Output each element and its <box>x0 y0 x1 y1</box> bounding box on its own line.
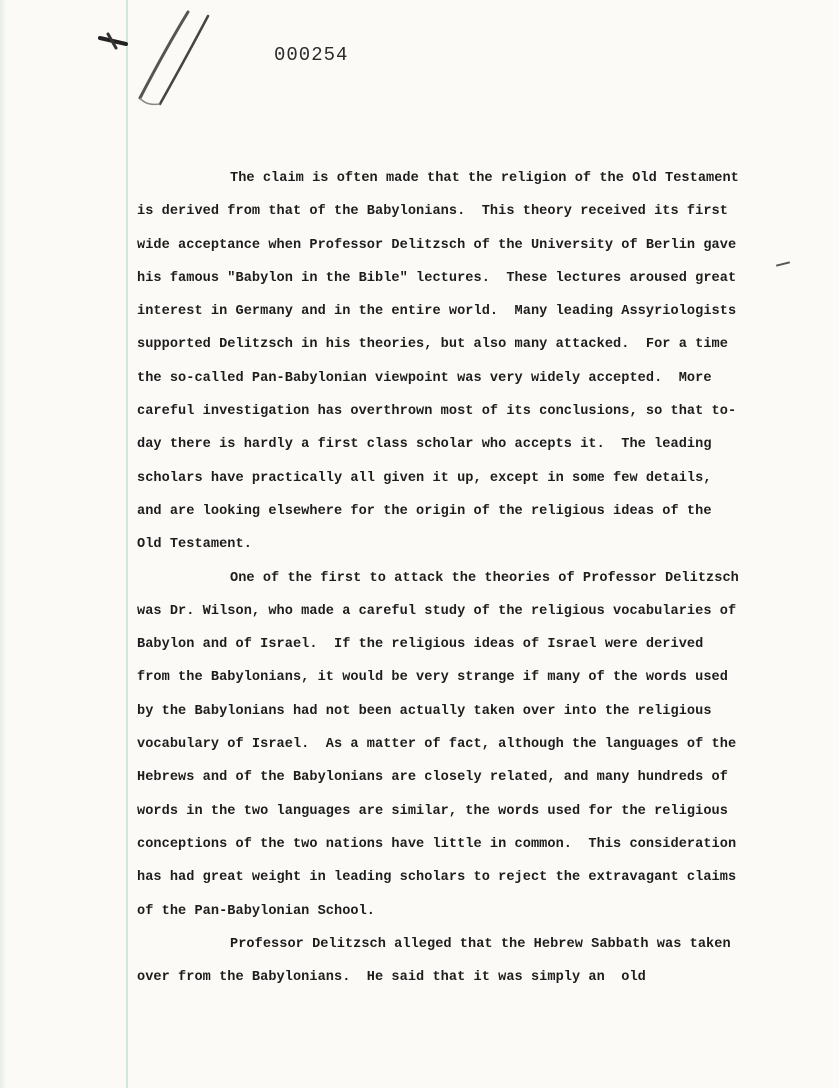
pen-slash-mark <box>96 8 236 108</box>
text-line: over from the Babylonians. He said that it was simply an old <box>137 970 646 986</box>
text-line: conceptions of the two nations have little in common. This consideration <box>137 836 737 852</box>
text-line: Babylon and of Israel. If the religious ideas of Israel were derived <box>137 637 704 653</box>
text-line: interest in Germany and in the entire world. Many leading Assyriologists <box>137 304 737 320</box>
text-line: was Dr. Wilson, who made a careful study of the religious vocabularies of <box>137 603 737 619</box>
text-line: words in the two languages are similar, the words used for the religious <box>137 803 728 819</box>
text-line: Old Testament. <box>137 537 252 553</box>
text-line: day there is hardly a first class scholar who accepts it. The leading <box>137 437 712 453</box>
text-line: the so-called Pan-Babylonian viewpoint was very widely accepted. More <box>137 370 712 386</box>
text-line: One of the first to attack the theories of Professor Delitzsch <box>230 570 739 586</box>
text-line: of the Pan-Babylonian School. <box>137 903 376 919</box>
text-line: careful investigation has overthrown most of its conclusions, so that to- <box>137 404 737 420</box>
text-line: his famous "Babylon in the Bible" lectures. These lectures aroused great <box>137 270 737 286</box>
page-edge <box>0 0 6 1088</box>
text-line: is derived from that of the Babylonians. This theory received its first <box>137 204 728 220</box>
text-line: Hebrews and of the Babylonians are closely related, and many hundreds of <box>137 770 728 786</box>
text-line: and are looking elsewhere for the origin of the religious ideas of the <box>137 503 712 519</box>
text-line: from the Babylonians, it would be very strange if many of the words used <box>137 670 728 686</box>
text-line: Professor Delitzsch alleged that the Hebrew Sabbath was taken <box>230 936 731 952</box>
margin-tick-mark <box>776 261 790 266</box>
text-line: by the Babylonians had not been actually taken over into the religious <box>137 703 712 719</box>
margin-rule <box>126 0 128 1088</box>
text-line: supported Delitzsch in his theories, but also many attacked. For a time <box>137 337 728 353</box>
text-line: The claim is often made that the religion of the Old Testament <box>230 171 739 186</box>
text-line: scholars have practically all given it up, except in some few details, <box>137 470 712 486</box>
document-number: 000254 <box>274 44 349 66</box>
text-line: has had great weight in leading scholars to reject the extravagant claims <box>137 870 737 886</box>
text-line: vocabulary of Israel. As a matter of fact, although the languages of the <box>137 737 737 753</box>
typed-body <box>137 162 757 994</box>
text-line: wide acceptance when Professor Delitzsch of the University of Berlin gave <box>137 237 737 253</box>
